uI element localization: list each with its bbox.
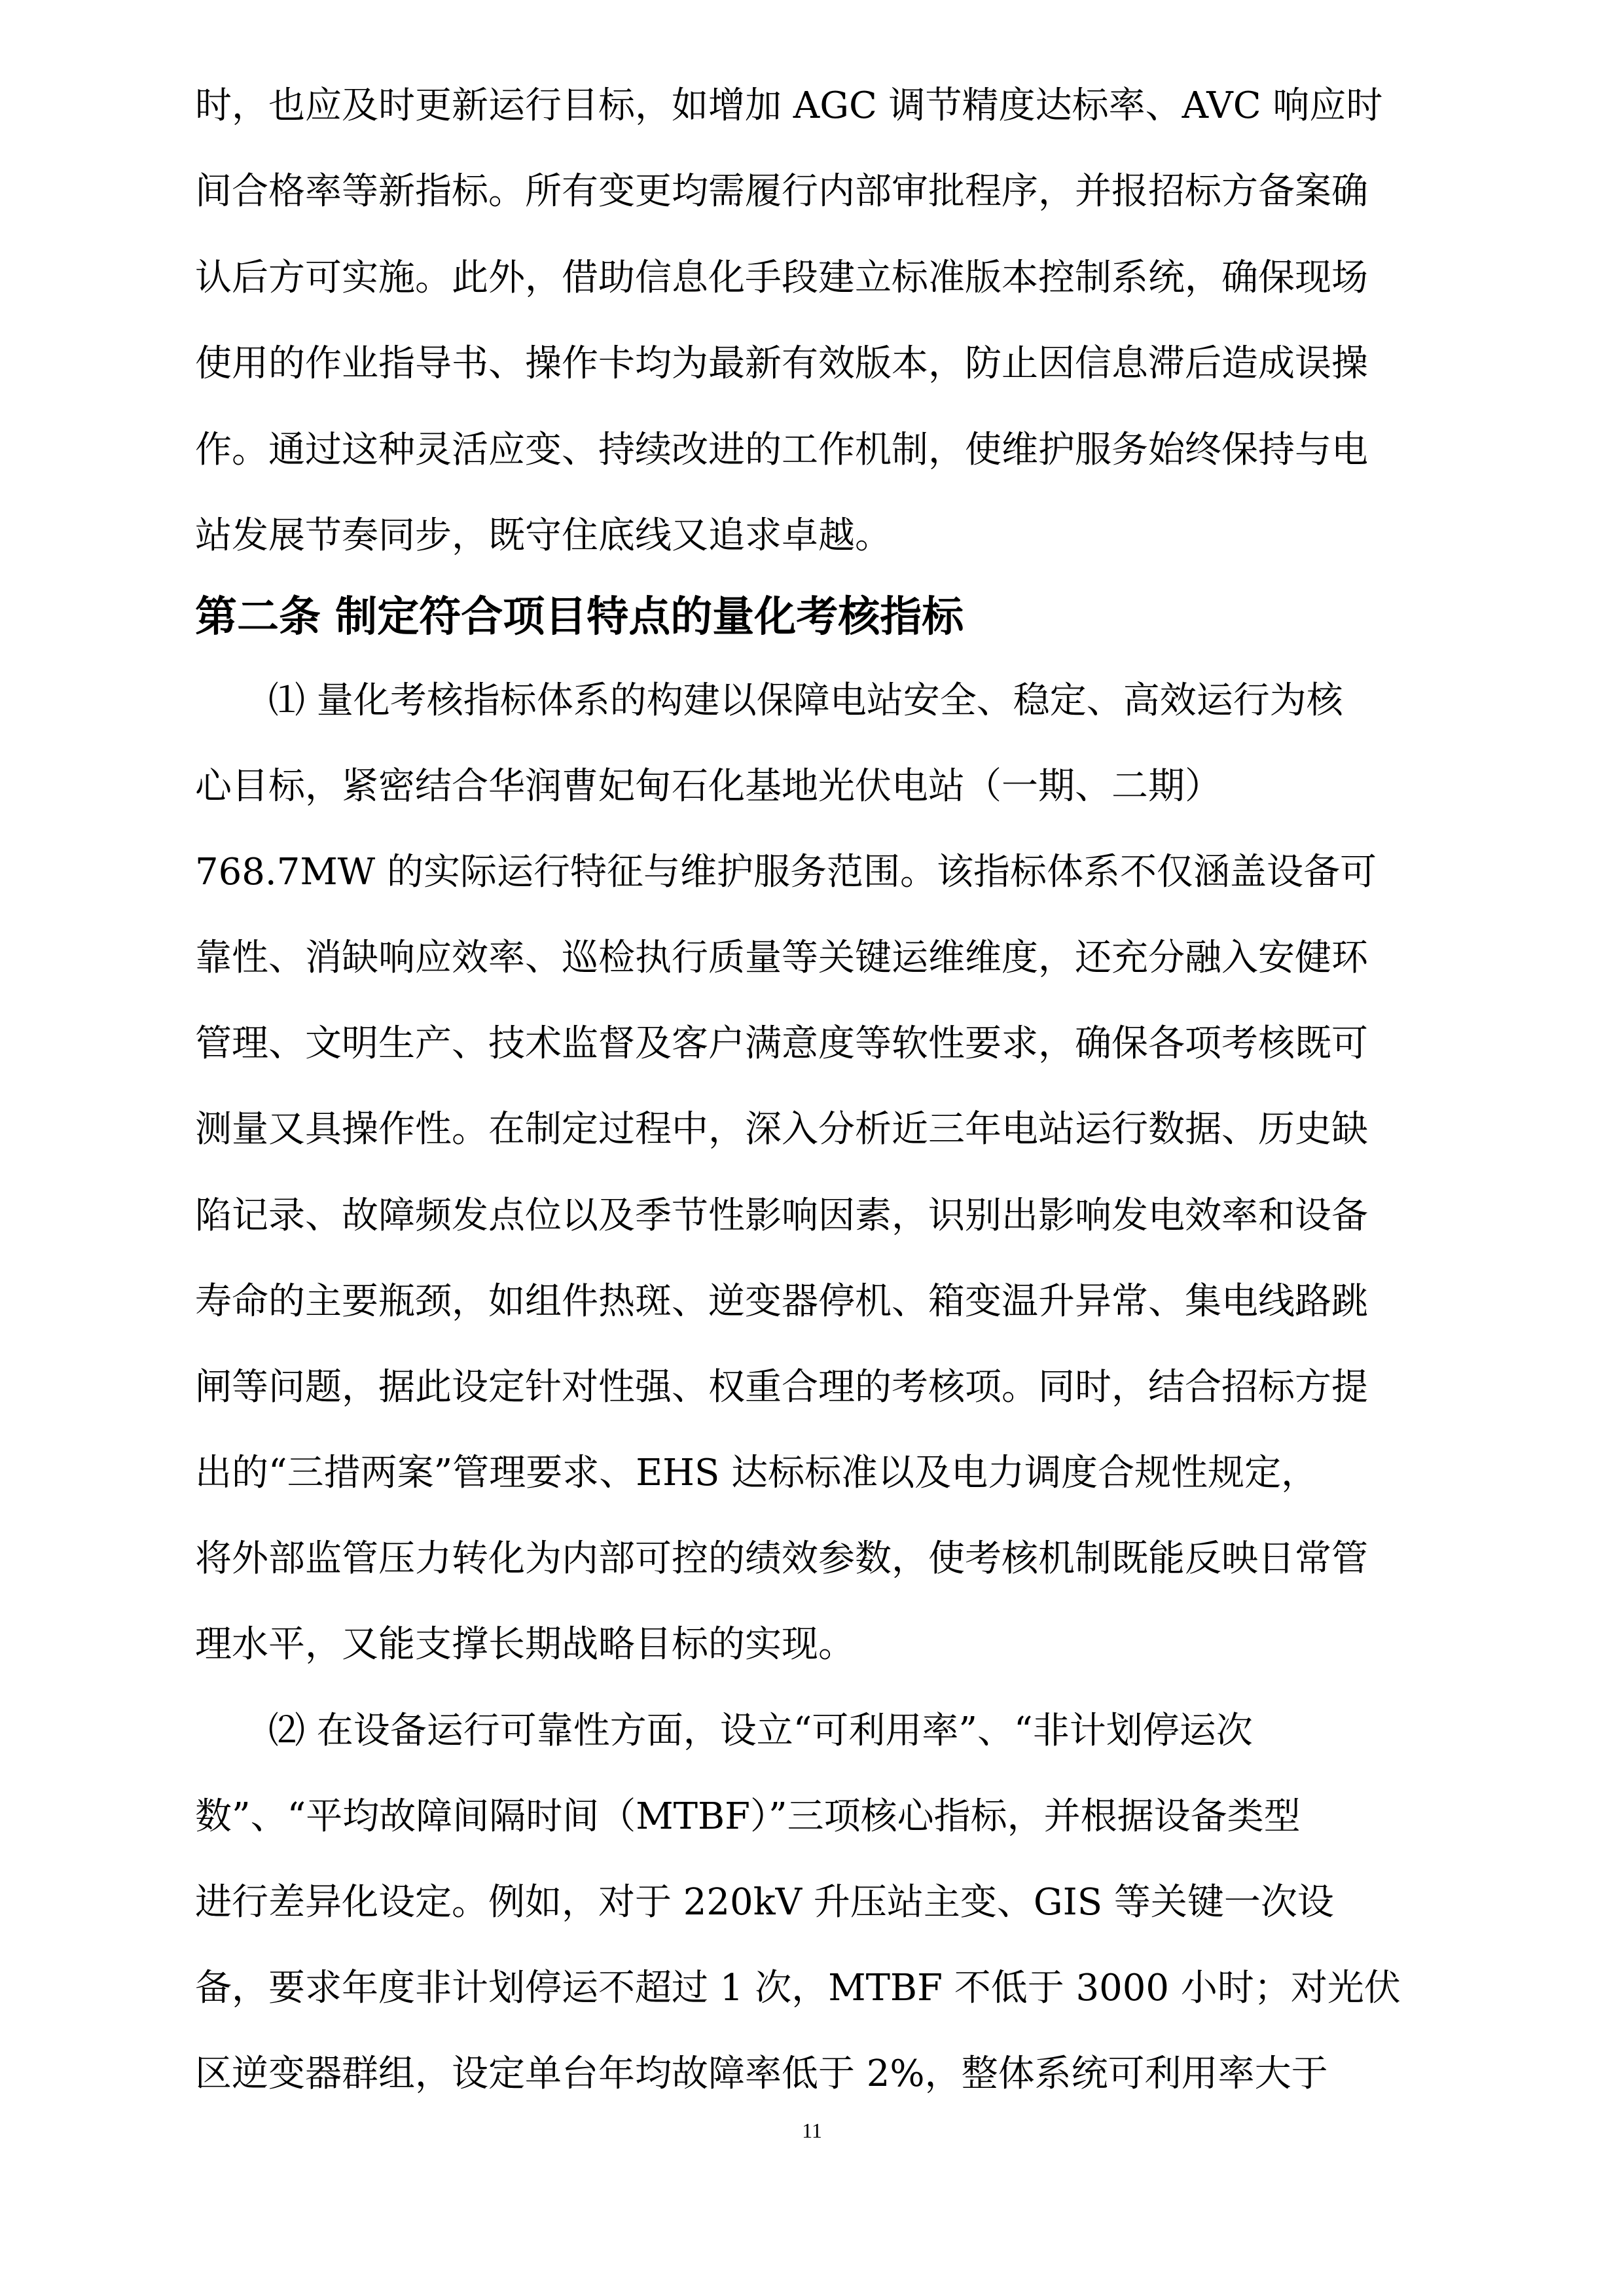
body-text-line: 闸等问题，据此设定针对性强、权重合理的考核项。同时，结合招标方提	[195, 1366, 1368, 1408]
body-text-line: 理水平，又能支撑长期战略目标的实现。	[195, 1623, 855, 1666]
paragraph-2-first-line: ⑵ 在设备运行可靠性方面，设立“可利用率”、“非计划停运次	[268, 1710, 1253, 1752]
body-text-line: 陷记录、故障频发点位以及季节性影响因素，识别出影响发电效率和设备	[195, 1194, 1368, 1237]
body-text-line: 数”、“平均故障间隔时间（MTBF）”三项核心指标，并根据设备类型	[195, 1795, 1301, 1838]
paragraph-1-first-line: ⑴ 量化考核指标体系的构建以保障电站安全、稳定、高效运行为核	[268, 679, 1343, 722]
body-text-line: 进行差异化设定。例如，对于 220kV 升压站主变、GIS 等关键一次设	[195, 1881, 1334, 1924]
body-text-line: 寿命的主要瓶颈，如组件热斑、逆变器停机、箱变温升异常、集电线路跳	[195, 1280, 1368, 1323]
body-text-line: 认后方可实施。此外，借助信息化手段建立标准版本控制系统，确保现场	[195, 257, 1368, 299]
body-text-line: 测量又具操作性。在制定过程中，深入分析近三年电站运行数据、历史缺	[195, 1108, 1368, 1151]
page-number: 11	[802, 2119, 822, 2142]
body-text-line: 将外部监管压力转化为内部可控的绩效参数，使考核机制既能反映日常管	[195, 1537, 1368, 1580]
body-text-line: 出的“三措两案”管理要求、EHS 达标标准以及电力调度合规性规定，	[195, 1452, 1318, 1494]
body-text-line: 时，也应及时更新运行目标，如增加 AGC 调节精度达标率、AVC 响应时	[195, 84, 1383, 127]
body-text-line: 靠性、消缺响应效率、巡检执行质量等关键运维维度，还充分融入安健环	[195, 937, 1368, 979]
body-text-line: 心目标，紧密结合华润曹妃甸石化基地光伏电站（一期、二期）	[195, 765, 1221, 808]
section-heading: 第二条 制定符合项目特点的量化考核指标	[195, 593, 964, 641]
body-text-line: 768.7MW 的实际运行特征与维护服务范围。该指标体系不仅涵盖设备可	[195, 851, 1377, 893]
body-text-line: 区逆变器群组，设定单台年均故障率低于 2%，整体系统可利用率大于	[195, 2053, 1328, 2095]
body-text-line: 管理、文明生产、技术监督及客户满意度等软性要求，确保各项考核既可	[195, 1022, 1368, 1065]
body-text-line: 备，要求年度非计划停运不超过 1 次，MTBF 不低于 3000 小时；对光伏	[195, 1967, 1401, 2009]
body-text-line: 作。通过这种灵活应变、持续改进的工作机制，使维护服务始终保持与电	[195, 429, 1368, 471]
body-text-line: 使用的作业指导书、操作卡均为最新有效版本，防止因信息滞后造成误操	[195, 342, 1368, 385]
body-text-line: 站发展节奏同步，既守住底线又追求卓越。	[195, 514, 892, 557]
body-text-line: 间合格率等新指标。所有变更均需履行内部审批程序，并报招标方备案确	[195, 170, 1368, 213]
